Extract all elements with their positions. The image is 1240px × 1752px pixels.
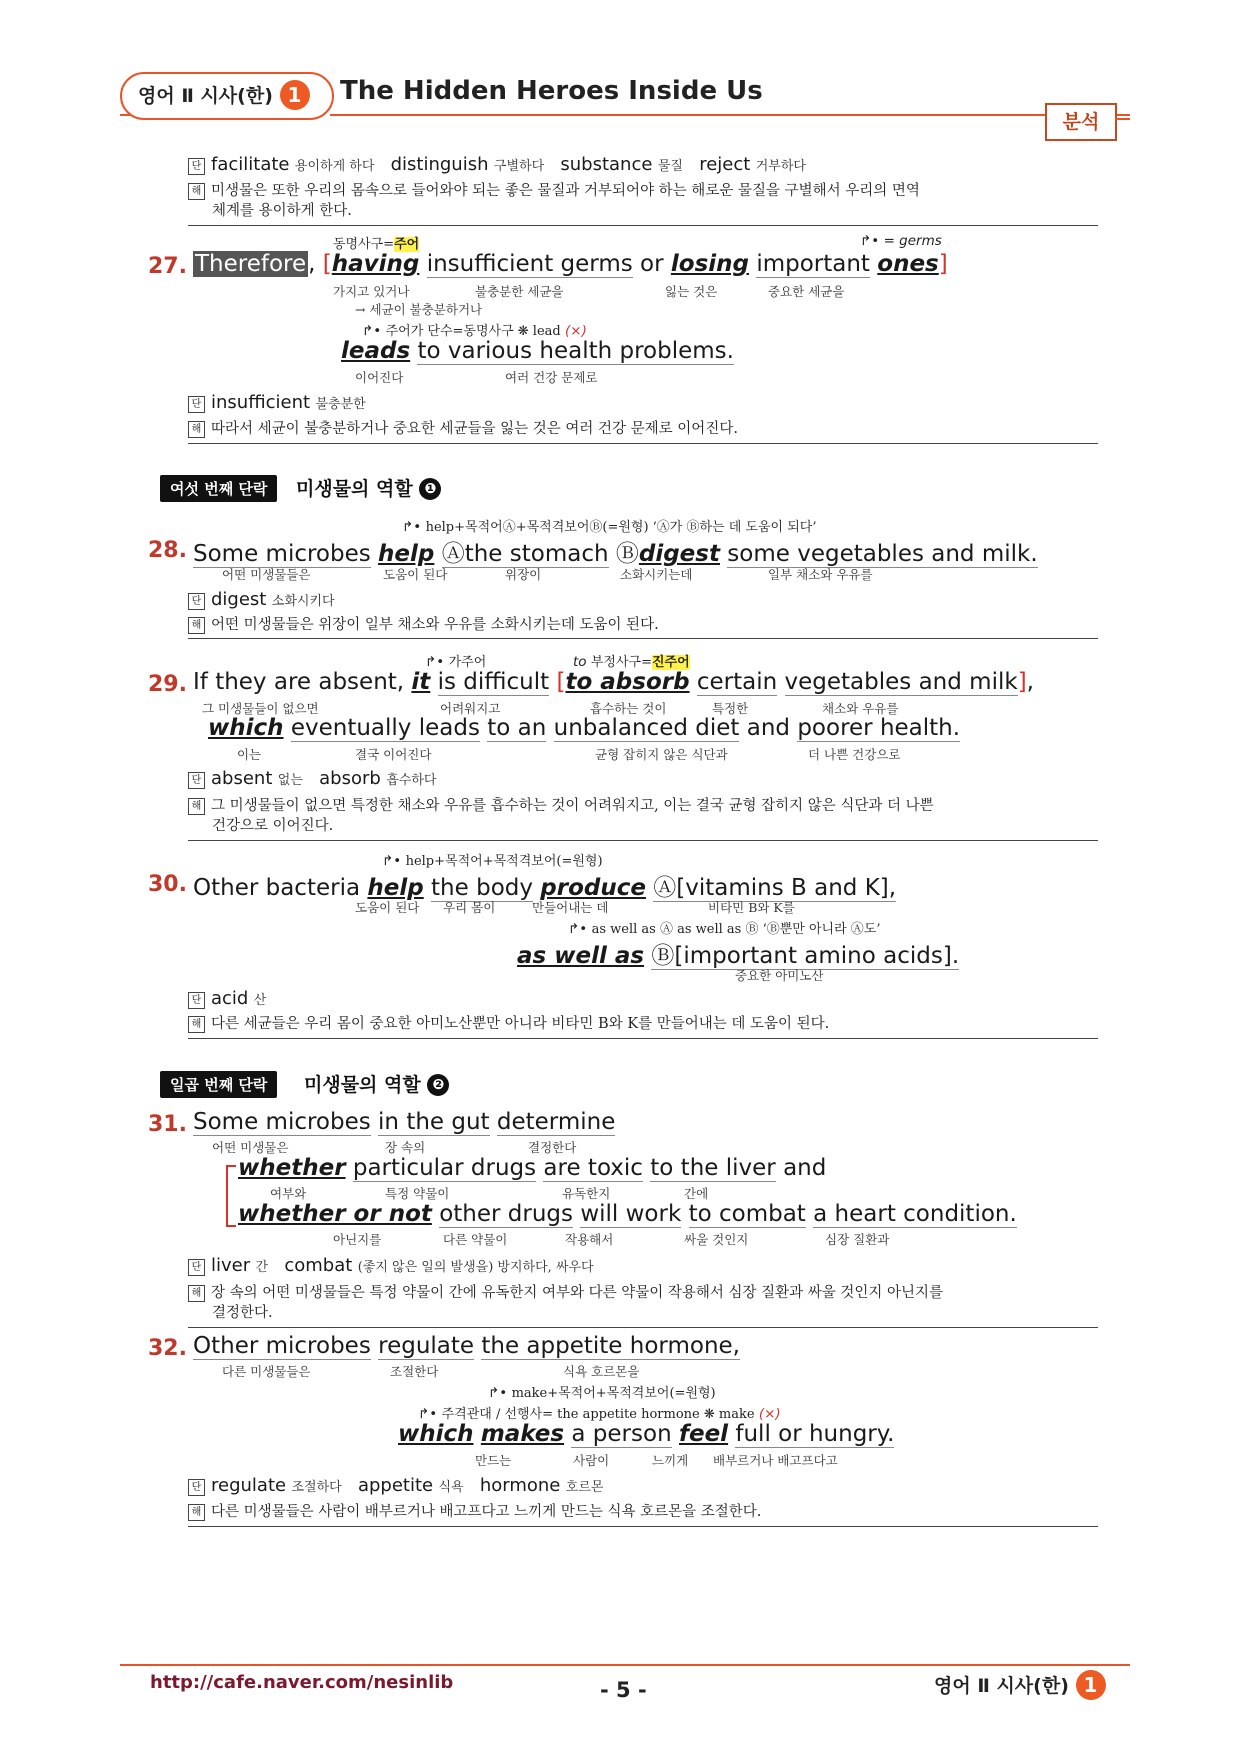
key-word: help (367, 875, 424, 901)
translation-line: 해 어떤 미생물들은 위장이 일부 채소와 우유를 소화시키는데 도움이 된다. (188, 614, 659, 637)
sentence-30: Other bacteria help the body produce Ⓐ[vitamins B and K], (193, 875, 897, 901)
grammar-note: ↱• as well as Ⓐ as well as Ⓑ ‘Ⓑ뿐만 아니라 Ⓐ도’ (568, 921, 881, 937)
grammar-note: ↱• 주격관대 / 선행사= the appetite hormone ❋ make (×) (418, 1406, 781, 1422)
sentence-31-line3: whether or not other drugs will work to combat a heart condition. (238, 1201, 1017, 1227)
gloss: 여부와 (270, 1186, 307, 1201)
parallel-bracket (226, 1165, 236, 1227)
gloss: 채소와 우유를 (822, 701, 899, 716)
vocab-word: insufficient (211, 392, 311, 413)
gloss: 도움이 된다 (355, 900, 420, 915)
grammar-note: 동명사구=주어 (333, 237, 420, 252)
gloss: 만들어내는 데 (532, 900, 609, 915)
key-word: whether or not (238, 1201, 432, 1227)
bracket-close: ] (938, 251, 948, 277)
vocab-meaning: 구별하다 (493, 159, 545, 174)
key-word: help (378, 541, 435, 567)
vocab-word: substance (560, 154, 653, 175)
gloss: 다른 미생물들은 (222, 1364, 311, 1379)
divider (188, 225, 1098, 226)
translation-line: 해 다른 미생물들은 사람이 배부르거나 배고프다고 느끼게 만드는 식욕 호르몬을 조절한다. (188, 1501, 761, 1524)
section-title: 미생물의 역할 ❶ (296, 474, 441, 501)
gloss: 배부르거나 배고프다고 (713, 1453, 838, 1468)
lesson-number-badge: 1 (280, 80, 310, 110)
gloss: 가지고 있거나 (333, 284, 410, 299)
key-word: feel (678, 1421, 729, 1447)
sentence-32: Other microbes regulate the appetite hormone, (193, 1333, 740, 1359)
grammar-note: ↱• make+목적어+목적격보어(=원형) (488, 1385, 716, 1401)
gloss: 여러 건강 문제로 (505, 370, 598, 385)
section-label: 여섯 번째 단락 (160, 475, 277, 502)
sentence-31: Some microbes in the gut determine (193, 1109, 616, 1135)
vocab-word: liver (211, 1255, 251, 1276)
grammar-note: ↱• help+목적어+목적격보어(=원형) (382, 853, 603, 869)
key-word: which (398, 1421, 474, 1447)
vocab-badge: 단 (188, 772, 205, 789)
key-word: having (331, 251, 420, 277)
divider (188, 1526, 1098, 1527)
translation-line-cont: 건강으로 이어진다. (212, 818, 334, 834)
key-word: to absorb (565, 669, 690, 695)
gloss: 만드는 (475, 1453, 512, 1468)
vocab-line (188, 1254, 594, 1279)
divider (188, 638, 1098, 639)
sentence-number: 31. (148, 1112, 187, 1137)
translation-badge: 해 (188, 617, 205, 634)
gloss: 결정한다 (528, 1140, 577, 1155)
sentence-29: If they are absent, it is difficult [to absorb certain vegetables and milk], (193, 669, 1034, 695)
vocab-meaning: 산 (253, 993, 267, 1008)
gloss: 불충분한 세균을 (475, 284, 564, 299)
translation-text: 미생물은 또한 우리의 몸속으로 들어와야 되는 좋은 물질과 거부되어야 하는 해로운 물질을 구별해서 우리의 면역 (211, 183, 920, 199)
key-word: produce (540, 875, 646, 901)
gloss: 아닌지를 (333, 1232, 382, 1247)
gloss: 중요한 세균을 (768, 284, 845, 299)
sentence-number: 28. (148, 538, 187, 563)
gloss: 위장이 (505, 567, 542, 582)
vocab-meaning: 소화시키다 (271, 594, 335, 609)
vocab-badge: 단 (188, 593, 205, 610)
key-word: digest (638, 541, 720, 567)
gloss: 특정한 (712, 701, 749, 716)
section-label: 일곱 번째 단락 (160, 1071, 277, 1098)
gloss: 간에 (684, 1186, 709, 1201)
vocab-meaning: 거부하다 (755, 159, 806, 174)
footer-link[interactable]: http://cafe.naver.com/nesinlib (150, 1672, 454, 1693)
gloss: 다른 약물이 (443, 1232, 508, 1247)
translation-line-cont: 결정한다. (212, 1305, 273, 1321)
vocab-badge: 단 (188, 158, 205, 175)
section-number-badge: ❶ (419, 478, 441, 500)
key-word: makes (480, 1421, 565, 1447)
section-title: 미생물의 역할 ❷ (304, 1070, 449, 1097)
translation-badge: 해 (188, 1285, 205, 1302)
section-number-badge: ❷ (427, 1074, 449, 1096)
gloss: 이는 (237, 747, 262, 762)
sentence-number: 32. (148, 1336, 187, 1361)
vocab-word: acid (211, 988, 249, 1009)
key-word: whether (238, 1155, 346, 1181)
gloss: 심장 질환과 (825, 1232, 890, 1247)
translation-line-cont: 체계를 용이하게 한다. (212, 203, 352, 219)
footer-rule (120, 1664, 1130, 1666)
translation-badge: 해 (188, 1504, 205, 1521)
vocab-meaning: 불충분한 (315, 397, 366, 412)
vocab-badge: 단 (188, 1259, 205, 1276)
translation-line: 해 따라서 세균이 불충분하거나 중요한 세균들을 잃는 것은 여러 건강 문제로 이어진다. (188, 418, 738, 441)
sentence-30-cont: as well as Ⓑ[important amino acids]. (517, 943, 960, 969)
key-word: leads (341, 338, 411, 364)
translation-line: 해 다른 세균들은 우리 몸이 중요한 아미노산뿐만 아니라 비타민 B와 K를 만들어내는 데 도움이 된다. (188, 1013, 829, 1036)
grammar-note: to 부정사구=진주어 (573, 654, 690, 670)
translation-badge: 해 (188, 183, 205, 200)
vocab-meaning: 호르몬 (565, 1480, 604, 1495)
header-subject (138, 80, 310, 110)
vocab-line (188, 767, 436, 792)
gloss: → 세균이 불충분하거나 (355, 302, 483, 317)
translation-line: 해 그 미생물들이 없으면 특정한 채소와 우유를 흡수하는 것이 어려워지고, 이는 결국 균형 잡히지 않은 식단과 더 나쁜 (188, 795, 934, 818)
header-subject-text: 영어 Ⅱ 시사(한) (138, 85, 273, 107)
vocab-word: facilitate (211, 154, 290, 175)
gloss: 느끼게 (652, 1453, 689, 1468)
page-number: - 5 - (600, 1678, 647, 1702)
vocab-line (188, 588, 335, 613)
vocab-meaning: 식욕 (438, 1480, 464, 1495)
gloss: 결국 이어진다 (355, 747, 432, 762)
sentence-27-cont: leads to various health problems. (341, 338, 734, 364)
sentence-29-cont: which eventually leads to an unbalanced diet and poorer health. (208, 715, 961, 741)
grammar-note: ↱• = germs (860, 233, 942, 249)
vocab-line (188, 1474, 603, 1499)
lesson-number-badge: 1 (1076, 1670, 1106, 1700)
vocab-word: reject (699, 154, 751, 175)
analysis-tag: 분석 (1045, 103, 1117, 141)
gloss: 균형 잡히지 않은 식단과 (595, 747, 728, 762)
gloss: 장 속의 (385, 1140, 426, 1155)
bracket-open: [ (322, 251, 332, 277)
vocab-word: absorb (319, 768, 381, 789)
vocab-line (188, 391, 366, 416)
vocab-word: absent (211, 768, 273, 789)
grammar-note: ↱• help+목적어Ⓐ+목적격보어Ⓑ(=원형) ‘Ⓐ가 Ⓑ하는 데 도움이 되다’ (402, 519, 817, 535)
key-word: ones (877, 251, 939, 277)
sentence-27: Therefore, [having insufficient germs or losing important ones] (195, 251, 948, 277)
footer-subject: 영어 Ⅱ 시사(한) 1 (934, 1670, 1106, 1700)
bracket-open: [ (556, 669, 566, 695)
vocab-line (188, 153, 806, 178)
gloss: 사람이 (573, 1453, 610, 1468)
translation-badge: 해 (188, 1016, 205, 1033)
key-word: which (208, 715, 284, 741)
sentence-number: 27. (148, 254, 187, 279)
sentence-number: 30. (148, 872, 187, 897)
translation-line: 해 장 속의 어떤 미생물들은 특정 약물이 간에 유독한지 여부와 다른 약물이 작용해서 심장 질환과 싸울 것인지 아닌지를 (188, 1282, 943, 1305)
page-title: The Hidden Heroes Inside Us (340, 76, 763, 106)
gloss: 우리 몸이 (443, 900, 496, 915)
gloss: 일부 채소와 우유를 (768, 567, 873, 582)
gloss: 조절한다 (390, 1364, 439, 1379)
vocab-meaning: 없는 (277, 773, 303, 788)
vocab-badge: 단 (188, 396, 205, 413)
gloss: 중요한 아미노산 (735, 968, 824, 983)
gloss: 흡수하는 것이 (590, 701, 667, 716)
vocab-word: regulate (211, 1475, 287, 1496)
gloss: 유독한지 (562, 1186, 611, 1201)
translation-badge: 해 (188, 798, 205, 815)
divider (188, 1038, 1098, 1039)
gloss: 도움이 된다 (383, 567, 448, 582)
vocab-word: hormone (479, 1475, 561, 1496)
vocab-word: appetite (357, 1475, 434, 1496)
key-word: losing (670, 251, 749, 277)
gloss: 식욕 호르몬을 (563, 1364, 640, 1379)
divider (188, 1327, 1098, 1328)
gloss: 더 나쁜 건강으로 (808, 747, 901, 762)
gloss: 소화시키는데 (620, 567, 693, 582)
key-word: it (411, 669, 431, 695)
vocab-meaning: 물질 (657, 159, 683, 174)
grammar-note: ↱• 가주어 (425, 654, 487, 670)
header-rule (330, 114, 1130, 116)
gloss: 이어진다 (355, 370, 404, 385)
divider (188, 840, 1098, 841)
gloss: 특정 약물이 (385, 1186, 450, 1201)
vocab-meaning: 간 (255, 1260, 269, 1275)
sentence-number: 29. (148, 672, 187, 697)
gloss: 어떤 미생물은 (212, 1140, 289, 1155)
vocab-line (188, 987, 266, 1012)
sentence-32-cont: which makes a person feel full or hungry. (398, 1421, 895, 1447)
gloss: 어떤 미생물들은 (222, 567, 311, 582)
highlighted-word: Therefore (195, 251, 307, 277)
gloss: 잃는 것은 (665, 284, 718, 299)
vocab-word: distinguish (390, 154, 489, 175)
vocab-meaning: (좋지 않은 일의 발생을) 방지하다, 싸우다 (357, 1260, 594, 1275)
translation-badge: 해 (188, 421, 205, 438)
vocab-word: digest (211, 589, 267, 610)
key-word: as well as (517, 943, 645, 969)
vocab-meaning: 조절하다 (291, 1480, 342, 1495)
sentence-28: Some microbes help Ⓐthe stomach Ⓑdigest some vegetables and milk. (193, 541, 1038, 567)
vocab-word: combat (284, 1255, 353, 1276)
grammar-note: ↱• 주어가 단수=동명사구 ❋ lead (×) (362, 323, 587, 339)
gloss: 비타민 B와 K를 (708, 900, 795, 915)
gloss: 싸울 것인지 (684, 1232, 749, 1247)
bracket-close: ] (1017, 669, 1027, 695)
vocab-meaning: 흡수하다 (386, 773, 437, 788)
gloss: 작용해서 (565, 1232, 614, 1247)
gloss: 어려워지고 (440, 701, 501, 716)
vocab-meaning: 용이하게 하다 (294, 159, 375, 174)
sentence-31-line2: whether particular drugs are toxic to the liver and (238, 1155, 827, 1181)
vocab-badge: 단 (188, 992, 205, 1009)
gloss: 그 미생물들이 없으면 (202, 701, 319, 716)
vocab-badge: 단 (188, 1479, 205, 1496)
divider (188, 443, 1098, 444)
analysis-tag-rule (1115, 118, 1130, 120)
